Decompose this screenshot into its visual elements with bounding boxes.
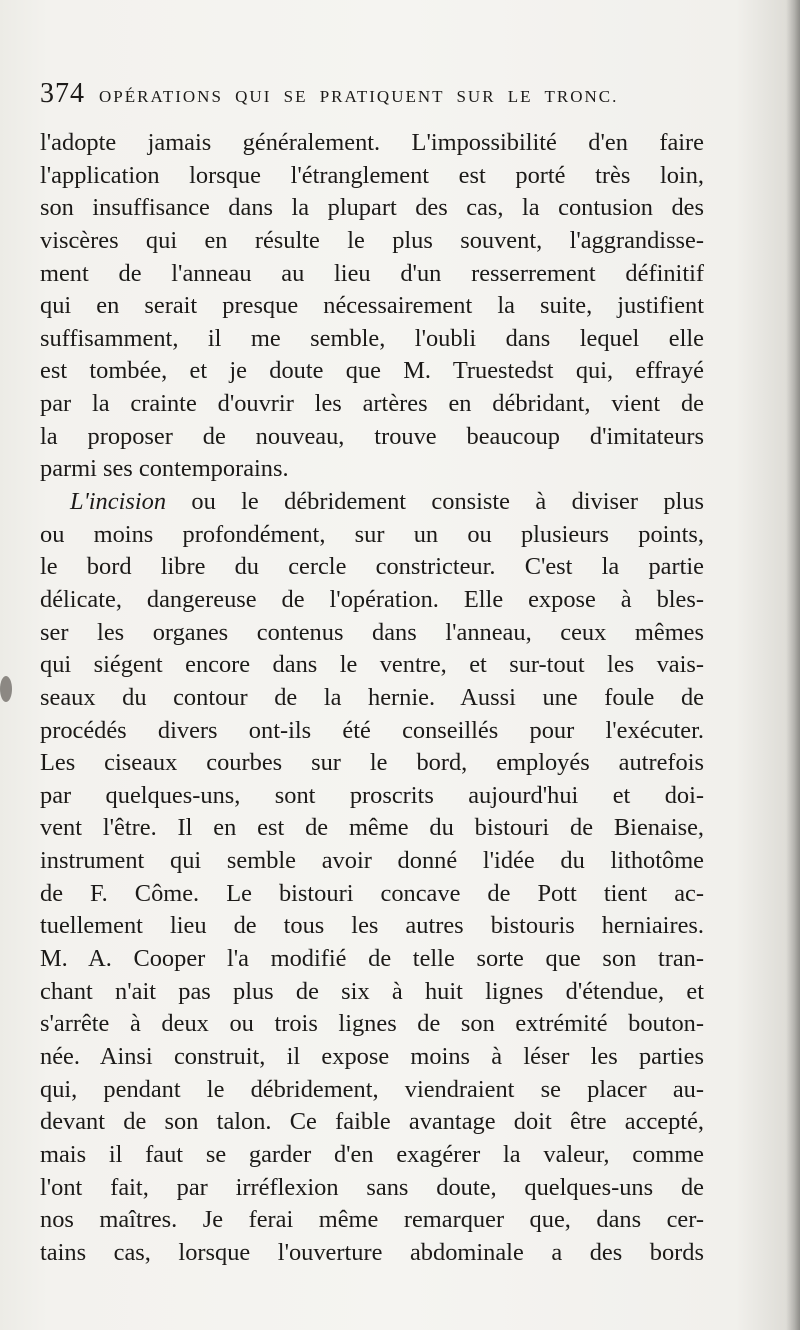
text-line: devant de son talon. Ce faible avantage doit être accepté, (40, 1108, 704, 1136)
text-line: délicate, dangereuse de l'opération. Elle expose à bles- (40, 585, 704, 613)
text-line: par la crainte d'ouvrir les artères en débridant, vient de (40, 390, 704, 418)
paragraph-first-line (40, 486, 704, 519)
text-line: l'ont fait, par irréflexion sans doute, quelques-uns de (40, 1173, 704, 1201)
text-line: qui en serait presque nécessairement la suite, justifient (40, 292, 704, 320)
text-line: mais il faut se garder d'en exagérer la valeur, comme (40, 1140, 704, 1168)
text-line: la proposer de nouveau, trouve beaucoup d'imitateurs (40, 422, 704, 450)
text-line: procédés divers ont-ils été conseillés pour l'exécuter. (40, 716, 704, 744)
text-line: son insuffisance dans la plupart des cas, la contusion des (40, 194, 704, 222)
text-line: née. Ainsi construit, il expose moins à léser les parties (40, 1042, 704, 1070)
text-line: instrument qui semble avoir donné l'idée du lithotôme (40, 847, 704, 875)
text-line: par quelques-uns, sont proscrits aujourd'hui et doi- (40, 781, 704, 809)
text-line: s'arrête à deux ou trois lignes de son extrémité bouton- (40, 1010, 704, 1038)
text-line: chant n'ait pas plus de six à huit lignes d'étendue, et (40, 977, 704, 1005)
text-line: vent l'être. Il en est de même du bistouri de Bienaise, (40, 814, 704, 842)
ink-smudge (0, 676, 12, 702)
text-line: tuellement lieu de tous les autres bistouris herniaires. (40, 912, 704, 940)
text-line: suffisamment, il me semble, l'oubli dans lequel elle (40, 324, 704, 352)
italic-term: L'incision (70, 488, 167, 516)
text-line: est tombée, et je doute que M. Truestedst qui, effrayé (40, 357, 704, 385)
running-title: OPÉRATIONS QUI SE PRATIQUENT SUR LE TRONC. (99, 87, 619, 106)
page-number: 374 (40, 78, 85, 109)
text-line: tains cas, lorsque l'ouverture abdominale a des bords (40, 1238, 704, 1266)
text-line: l'application lorsque l'étranglement est porté très loin, (40, 161, 704, 189)
text-line: parmi ses contemporains. (40, 455, 289, 483)
page-header (40, 78, 700, 112)
text-line: M. A. Cooper l'a modifié de telle sorte que son tran- (40, 945, 704, 973)
text-line: seaux du contour de la hernie. Aussi une foule de (40, 683, 704, 711)
text-line: de F. Côme. Le bistouri concave de Pott tient ac- (40, 879, 704, 907)
text-line: l'adopte jamais généralement. L'impossibilité d'en faire (40, 129, 704, 156)
text-line: qui siégent encore dans le ventre, et sur-tout les vais- (40, 651, 704, 679)
text-line: ment de l'anneau au lieu d'un resserrement définitif (40, 259, 704, 287)
body-text (40, 127, 704, 1269)
text-line-rest: ou le débridement consiste à diviser plus (166, 488, 704, 516)
text-line: Les ciseaux courbes sur le bord, employés autrefois (40, 749, 704, 777)
text-line: ser les organes contenus dans l'anneau, ceux mêmes (40, 618, 704, 646)
text-line: viscères qui en résulte le plus souvent, l'aggrandisse- (40, 226, 704, 254)
text-line: le bord libre du cercle constricteur. C'est la partie (40, 553, 704, 581)
text-line: ou moins profondément, sur un ou plusieurs points, (40, 520, 704, 548)
page-edge-shadow (786, 0, 800, 1330)
text-line: nos maîtres. Je ferai même remarquer que, dans cer- (40, 1206, 704, 1234)
text-line: qui, pendant le débridement, viendraient se placer au- (40, 1075, 704, 1103)
